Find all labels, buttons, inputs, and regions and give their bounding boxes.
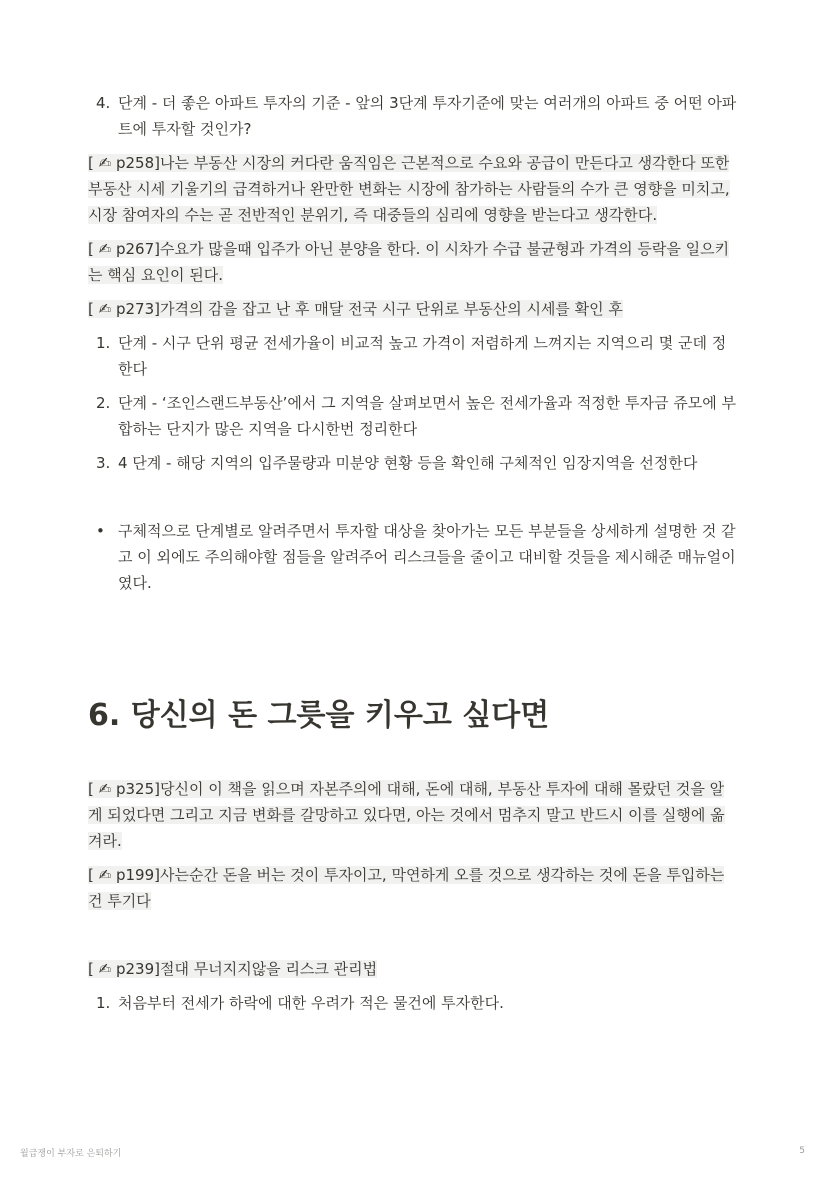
quote-text: 절대 무너지지않을 리스크 관리법 (159, 960, 378, 978)
quote-highlight (88, 154, 730, 224)
quote-bracket: [ ✍ (88, 780, 116, 798)
quote-page: p199] (115, 866, 160, 884)
quote-p273 (88, 296, 738, 322)
quote-page: p239] (115, 960, 160, 978)
footer-title: 월급쟁이 부자로 은퇴하기 (20, 1149, 122, 1159)
quote-p239 (88, 956, 738, 982)
quote-highlight (88, 960, 377, 978)
list-number: 2. (96, 394, 111, 412)
quote-bracket: [ ✍ (88, 240, 116, 258)
section-heading: 6. 당신의 돈 그릇을 키우고 싶다면 (88, 698, 550, 733)
quote-p267 (88, 236, 738, 288)
quote-page: p273] (115, 300, 160, 318)
list-text: 단계 - 시구 단위 평균 전세가율이 비교적 높고 가격이 저렴하게 느껴지는 지역으리 몇 군데 정한다 (118, 334, 727, 378)
quote-highlight (88, 300, 623, 318)
quote-bracket: [ ✍ (88, 960, 116, 978)
list-text: 단계 - ‘조인스랜드부동산’에서 그 지역을 살펴보면서 높은 전세가율과 적정한 투자금 쥬모에 부합하는 단지가 많은 지역을 다시한번 정리한다 (118, 394, 737, 438)
list-text: 처음부터 전세가 하락에 대한 우려가 적은 물건에 투자한다. (118, 994, 504, 1012)
quote-page: p258] (115, 154, 160, 172)
list-number: 1. (96, 994, 111, 1012)
list-number: 3. (96, 454, 111, 472)
page-number: 5 (799, 1146, 805, 1156)
list-item (88, 990, 738, 1016)
quote-text: 당신이 이 책을 읽으며 자본주의에 대해, 돈에 대해, 부동산 투자에 대해 몰랐던 것을 알게 되었다면 그리고 지금 변화를 갈망하고 있다면, 아는 것에서 멈추지 말고 반드시 이를 실행에 옮겨라. (88, 780, 725, 850)
quote-bracket: [ ✍ (88, 154, 116, 172)
list-number: 4. (96, 94, 111, 112)
quote-p199 (88, 862, 738, 914)
quote-bracket: [ ✍ (88, 300, 116, 318)
quote-highlight (88, 780, 725, 850)
quote-bracket: [ ✍ (88, 866, 116, 884)
quote-page: p325] (115, 780, 160, 798)
quote-text: 나는 부동산 시장의 커다란 움직임은 근본적으로 수요와 공급이 만든다고 생각한다 또한 부동산 시세 기울기의 급격하거나 완만한 변화는 시장에 참가하는 사람들의 수가 큰 영향을 미치고, 시장 참여자의 수는 곧 전반적인 분위기, 즉 대중들의 심리에 영향을 받는다고 생각한다. (88, 154, 730, 224)
list-text: 4 단계 - 해당 지역의 입주물량과 미분양 현황 등을 확인해 구체적인 임장지역을 선정한다 (118, 454, 698, 472)
list-item (88, 330, 738, 382)
bullet-item (88, 518, 738, 596)
bullet-text: 구체적으로 단계별로 알려주면서 투자할 대상을 찾아가는 모든 부분들을 상세하게 설명한 것 같고 이 외에도 주의해야할 점들을 알려주어 리스크들을 줄이고 대비할 것들을 제시해준 매뉴얼이였다. (118, 522, 736, 592)
quote-text: 사는순간 돈을 버는 것이 투자이고, 막연하게 오를 것으로 생각하는 것에 돈을 투입하는건 투기다 (88, 866, 725, 910)
page-content (88, 90, 738, 1024)
quote-text: 수요가 많을때 입주가 아닌 분양을 한다. 이 시차가 수급 불균형과 가격의 등락을 일으키는 핵심 요인이 된다. (88, 240, 730, 284)
quote-p258 (88, 150, 738, 228)
bullet-symbol: • (96, 522, 105, 540)
list-item (88, 390, 738, 442)
quote-p325 (88, 776, 738, 854)
quote-highlight (88, 866, 724, 910)
quote-page: p267] (115, 240, 160, 258)
list-text: 단계 - 더 좋은 아파트 투자의 기준 - 앞의 3단계 투자기준에 맞는 여러개의 아파트 중 어떤 아파트에 투자할 것인가? (118, 94, 737, 138)
quote-highlight (88, 240, 729, 284)
list-number: 1. (96, 334, 111, 352)
list-item-4 (88, 90, 738, 142)
quote-text: 가격의 감을 잡고 난 후 매달 전국 시구 단위로 부동산의 시세를 확인 후 (159, 300, 623, 318)
list-item (88, 450, 738, 476)
